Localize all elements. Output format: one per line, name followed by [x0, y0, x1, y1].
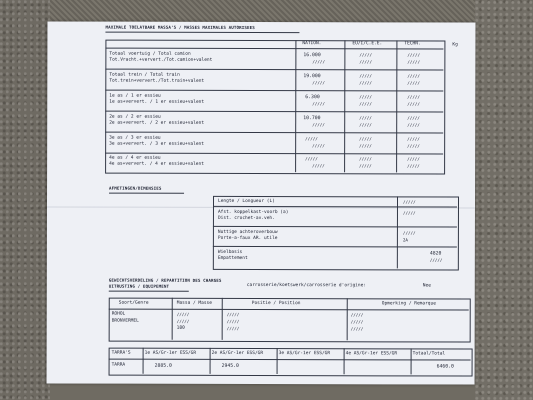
col-divider	[172, 298, 173, 340]
equip-massa: /////	[176, 311, 190, 317]
eu-value-2: /////	[359, 80, 372, 86]
dimension-sublabel: Empattement	[217, 255, 248, 261]
row-label: Totaal voertuig / Total camion	[109, 51, 191, 57]
header-techn: TECHN.	[404, 41, 421, 47]
tech-value-2: /////	[407, 80, 420, 86]
nation-value: /////	[305, 156, 318, 162]
nation-value-2: /////	[312, 163, 325, 169]
col-divider	[222, 298, 223, 340]
equip-soort: ROHOL	[111, 311, 126, 317]
equip-header-soort: Soort/Genre	[118, 300, 149, 306]
tare-total: 6460.0	[436, 364, 454, 370]
nation-value-2: /////	[312, 122, 325, 128]
tare-header: 4e AS/Gr-1er ESS/GR	[345, 351, 398, 357]
header-eu: EU/I/C.E.E.	[352, 41, 383, 47]
equip-opmerking: /////	[350, 312, 364, 318]
tech-value-2: /////	[407, 122, 420, 128]
col-divider	[344, 348, 345, 374]
dimension-value: /////	[402, 199, 416, 205]
col-divider	[347, 298, 348, 340]
dimension-label: Afst. koppelkast-voorb (a)	[217, 209, 289, 216]
row-sublabel: Tot.Vracht.+ververt./Tot.camion+valent	[109, 57, 213, 63]
section1-title: MAXIMALE TOELATBARE MASSA'S / MASSES MAXIMALES AUTORISEES	[105, 24, 255, 30]
tech-value: /////	[407, 73, 420, 79]
row-label: Totaal trein / Total train	[109, 72, 180, 78]
eu-value-2: /////	[359, 59, 372, 65]
nation-value-2: /////	[312, 80, 325, 86]
row-sublabel: 1e as+ververt. / 1 er essieu+valent	[109, 99, 205, 105]
dimension-label: Lengte / Longueur (L)	[217, 198, 275, 205]
title-underline	[109, 291, 189, 292]
equip-positie: /////	[226, 311, 240, 317]
unit-label: Kg	[452, 42, 458, 48]
tech-value: /////	[407, 115, 420, 121]
eu-value-2: /////	[359, 163, 372, 169]
nation-value: 6.300	[305, 95, 320, 101]
nation-value: 10.700	[303, 116, 321, 122]
nation-value: /////	[305, 136, 318, 142]
eu-value-2: /////	[359, 143, 372, 149]
eu-value: /////	[359, 156, 372, 162]
title-underline	[109, 193, 184, 194]
tech-value-2: /////	[407, 143, 420, 149]
nation-value: 19.000	[303, 74, 321, 80]
nation-value-2: /////	[312, 143, 325, 149]
background-left	[0, 0, 50, 400]
tare-row-label: TARRA	[111, 362, 126, 368]
dimension-value-2: /////	[429, 257, 443, 263]
eu-value: /////	[359, 136, 372, 142]
row-label: 2e as / 2 er essieu	[109, 114, 161, 120]
dimension-value: 4820	[429, 251, 442, 257]
dimension-sublabel: Porte-a-faux AR. utile	[217, 235, 278, 242]
dimension-sublabel: Dist. crochet-av.veh.	[217, 215, 275, 222]
dimension-value: /////	[402, 210, 416, 216]
dimension-label: Wielbasis	[217, 249, 243, 255]
section3-title: GEWICHTSVERDELING / REPARTITION DES CHARGES	[108, 277, 222, 283]
equip-soort: BRONVERMEL	[111, 318, 139, 324]
header-nation: NATION.	[302, 41, 322, 47]
col-divider	[210, 348, 211, 374]
eu-value-2: /////	[359, 101, 372, 107]
document-page	[47, 21, 476, 384]
tech-value: /////	[407, 94, 420, 100]
equip-header-positie: Positie / Position	[251, 300, 301, 307]
row-sublabel: 4e as+ververt. / 4 er essieu+valent	[109, 161, 204, 167]
eu-value: /////	[359, 73, 372, 79]
row-label: 1e as / 1 er essieu	[109, 93, 161, 99]
tech-value: /////	[407, 156, 420, 162]
tare-header: Totaal/Total	[412, 351, 446, 357]
equip-opmerking: /////	[350, 326, 364, 332]
tare-value: 2945.0	[221, 363, 239, 369]
tech-value: /////	[407, 136, 420, 142]
row-sublabel: 2e as+ververt. / 2 er essieu+valent	[109, 120, 205, 126]
tare-header: TARRA'S	[111, 350, 131, 356]
tare-header: 2e AS/Gr-1er ESS/GR	[211, 350, 264, 357]
tech-value-2: /////	[407, 163, 420, 169]
section2-title: AFMETINGEN/DIMENSIES	[109, 185, 162, 191]
carrosserie-note: carrosserie/koetswerk/carrosserie d'origine:	[246, 282, 367, 289]
col-divider	[143, 348, 144, 374]
eu-value: /////	[359, 52, 373, 58]
nation-value: 16.000	[303, 53, 321, 59]
nation-value-2: /////	[312, 59, 325, 65]
equip-header-opmerking: Opmerking / Remarque	[381, 301, 436, 307]
equip-opmerking: /////	[350, 319, 364, 325]
equip-massa: /////	[176, 318, 190, 324]
equip-positie: /////	[226, 318, 240, 324]
col-divider	[411, 348, 412, 374]
tech-value-2: /////	[407, 59, 420, 65]
dimension-value: /////	[402, 230, 416, 236]
tech-value: /////	[407, 52, 421, 58]
nation-value-2: /////	[312, 101, 325, 107]
eu-value: /////	[359, 115, 372, 121]
row-sublabel: 3e as+ververt. / 3 er essieu+valent	[109, 141, 204, 147]
tare-header: 1e AS/Gr-1er ESS/GR	[144, 350, 197, 356]
equip-header-massa: Massa / Masse	[176, 300, 212, 306]
equip-positie: /////	[226, 325, 240, 331]
carrosserie-note-value: Nee	[422, 283, 431, 289]
title-underline	[105, 32, 299, 34]
row-sublabel: Tot.trein+ververt./Tot.train+valent	[109, 78, 205, 84]
tech-value-2: /////	[407, 101, 420, 107]
tare-value: 2885.0	[154, 363, 172, 369]
tare-header: 3e AS/Gr-1er ESS/GR	[278, 351, 331, 357]
eu-value: /////	[359, 94, 372, 100]
background-right	[475, 0, 533, 400]
col-divider	[277, 348, 278, 374]
row-label: 3e as / 3 er essieu	[109, 135, 161, 141]
section3-subtitle: UITRUSTING / EQUIPEMENT	[108, 283, 170, 289]
dimension-label: Nuttige achteroverbouw	[217, 229, 278, 236]
equip-massa: 180	[176, 325, 185, 331]
row-label: 4e as / 4 er essieu	[109, 155, 161, 161]
eu-value-2: /////	[359, 122, 372, 128]
dimension-value-2: 2A	[402, 237, 408, 243]
